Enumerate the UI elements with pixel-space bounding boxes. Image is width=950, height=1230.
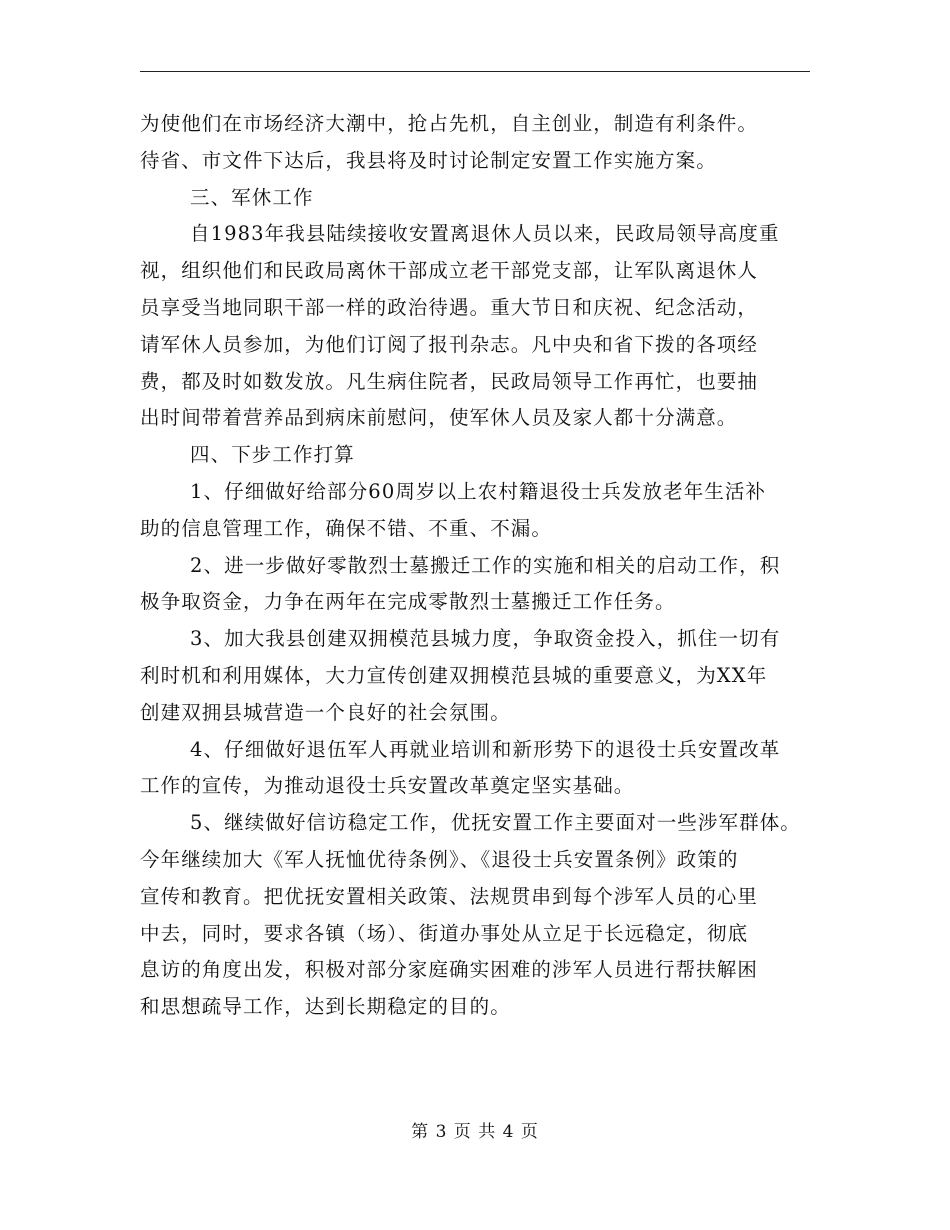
body-line: 视，组织他们和民政局离休干部成立老干部党支部，让军队离退休人	[140, 259, 759, 283]
body-line: 1、仔细做好给部分60周岁以上农村籍退役士兵发放老年生活补	[190, 479, 767, 503]
body-line: 和思想疏导工作，达到长期稳定的目的。	[140, 995, 511, 1019]
body-line: 中去，同时，要求各镇（场）、街道办事处从立足于长远稳定，彻底	[140, 921, 749, 945]
section-heading: 四、下步工作打算	[190, 443, 355, 467]
header-rule	[140, 71, 810, 72]
body-line: 利时机和利用媒体，大力宣传创建双拥模范县城的重要意义，为XX年	[140, 663, 768, 687]
body-line: 出时间带着营养品到病床前慰问，使军休人员及家人都十分满意。	[140, 406, 738, 430]
body-line: 费，都及时如数发放。凡生病住院者，民政局领导工作再忙，也要抽	[140, 369, 759, 393]
section-heading: 三、军休工作	[190, 185, 314, 209]
body-line: 今年继续加大《军人抚恤优待条例》、《退役士兵安置条例》政策的	[140, 847, 739, 871]
document-body	[140, 106, 820, 1026]
body-line: 2、进一步做好零散烈士墓搬迁工作的实施和相关的启动工作，积	[190, 553, 781, 577]
body-line: 息访的角度出发，积极对部分家庭确实困难的涉军人员进行帮扶解困	[140, 958, 759, 982]
body-line: 宣传和教育。把优抚安置相关政策、法规贯串到每个涉军人员的心里	[140, 884, 759, 908]
body-line: 5、继续做好信访稳定工作，优抚安置工作主要面对一些涉军群体。	[190, 811, 801, 835]
body-line: 请军休人员参加，为他们订阅了报刊杂志。凡中央和省下拨的各项经	[140, 332, 759, 356]
body-line: 极争取资金，力争在两年在完成零散烈士墓搬迁工作任务。	[140, 590, 676, 614]
body-line: 4、仔细做好退伍军人再就业培训和新形势下的退役士兵安置改革	[190, 737, 781, 761]
body-line: 3、加大我县创建双拥模范县城力度，争取资金投入，抓住一切有	[190, 627, 781, 651]
body-line: 助的信息管理工作，确保不错、不重、不漏。	[140, 516, 553, 540]
page-footer: 第 3 页 共 4 页	[411, 1122, 539, 1142]
body-line: 待省、市文件下达后，我县将及时讨论制定安置工作实施方案。	[140, 148, 717, 172]
body-line: 自1983年我县陆续接收安置离退休人员以来，民政局领导高度重	[190, 222, 780, 246]
body-line: 创建双拥县城营造一个良好的社会氛围。	[140, 700, 511, 724]
body-line: 为使他们在市场经济大潮中，抢占先机，自主创业，制造有利条件。	[140, 112, 759, 135]
body-line: 员享受当地同职干部一样的政治待遇。重大节日和庆祝、纪念活动，	[140, 295, 759, 319]
body-line: 工作的宣传，为推动退役士兵安置改革奠定坚实基础。	[140, 774, 635, 798]
